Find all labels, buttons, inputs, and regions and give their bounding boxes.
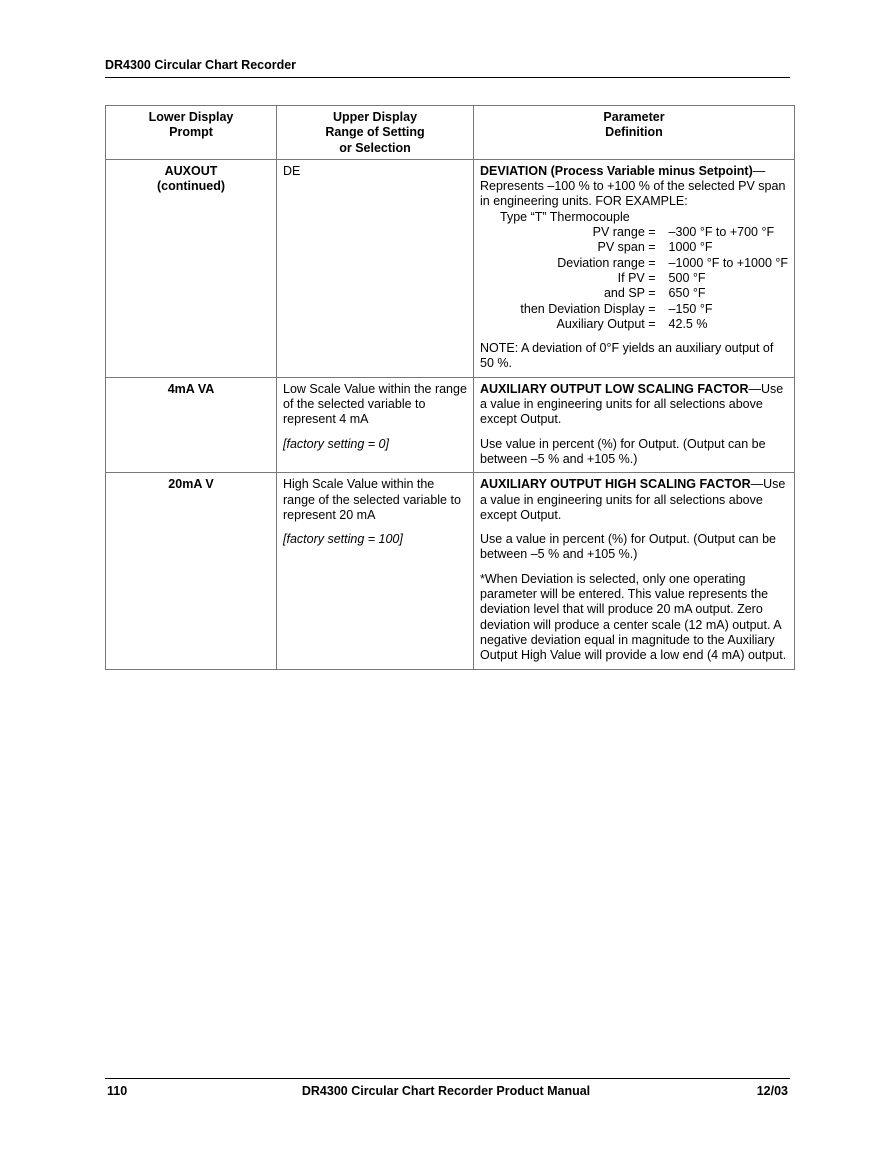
definition-title-line: [480, 164, 788, 179]
range-text: High Scale Value within the range of the selected variable to represent 20 mA: [283, 477, 461, 522]
definition-text: —Use a value in engineering units for all selections above except Output.: [480, 477, 786, 522]
col-header-line: or Selection: [339, 140, 411, 155]
definition-paragraph: *When Deviation is selected, only one operating parameter will be entered. This value represents the deviation level that will produce 20 mA output. Zero deviation will produce a center scale (12 mA) output. A negative deviation equal in magnitude to the Auxiliary Output High Value will provide a low end (4 mA) output.: [480, 571, 787, 663]
range-text: Low Scale Value within the range of the selected variable to represent 4 mA: [283, 381, 467, 427]
example-row: [480, 240, 788, 255]
example-value: –150 °F: [668, 301, 713, 316]
example-label: Deviation range =: [557, 255, 656, 270]
prompt-text: 4mA VA: [167, 381, 215, 396]
example-label: Auxiliary Output =: [556, 316, 656, 331]
example-label: and SP =: [603, 286, 656, 301]
col-header-line: Lower Display: [148, 110, 234, 124]
col-header-upper-display-range: [277, 106, 474, 160]
range-cell: [277, 377, 474, 472]
definition-cell: [474, 159, 795, 377]
range-cell: [277, 159, 474, 377]
example-heading: Type “T” Thermocouple: [500, 209, 630, 224]
factory-setting: [factory setting = 0]: [283, 436, 389, 451]
example-label: PV span =: [597, 240, 656, 255]
definition-paragraph: Use value in percent (%) for Output. (Output can be between –5 % and +105 %.): [480, 436, 766, 466]
header-divider: [105, 77, 790, 78]
table-row-4ma-va: [106, 377, 795, 472]
definition-cell: [474, 473, 795, 669]
example-value: 500 °F: [668, 270, 706, 285]
deviation-example-table: [480, 225, 788, 332]
prompt-cell: [106, 377, 277, 472]
table-row-20ma-v: [106, 473, 795, 669]
definition-dash: —: [752, 163, 766, 178]
definition-cell: [474, 377, 795, 472]
col-header-line: Upper Display: [332, 110, 418, 124]
definition-paragraph: Use a value in percent (%) for Output. (Output can be between –5 % and +105 %.): [480, 532, 776, 562]
example-row: [480, 317, 788, 332]
col-header-parameter-definition: [474, 106, 795, 160]
parameter-table: [105, 105, 795, 670]
example-value: 1000 °F: [668, 240, 713, 255]
definition-title: AUXILIARY OUTPUT LOW SCALING FACTOR: [480, 381, 749, 396]
prompt-cell: [106, 159, 277, 377]
example-label: PV range =: [592, 225, 656, 240]
col-header-line: Parameter: [603, 110, 665, 124]
footer-title: DR4300 Circular Chart Recorder Product Manual: [301, 1084, 591, 1098]
definition-title: AUXILIARY OUTPUT HIGH SCALING FACTOR: [480, 477, 751, 492]
prompt-text: AUXOUT: [164, 163, 218, 178]
definition-title: DEVIATION (Process Variable minus Setpoint): [480, 163, 753, 178]
example-value: –300 °F to +700 °F: [668, 225, 775, 240]
col-header-line: Definition: [605, 125, 663, 140]
definition-note: NOTE: A deviation of 0°F yields an auxiliary output of 50 %.: [480, 341, 774, 371]
example-value: –1000 °F to +1000 °F: [668, 255, 788, 270]
range-cell: [277, 473, 474, 669]
example-value: 42.5 %: [668, 316, 708, 331]
col-header-line: Range of Setting: [325, 125, 425, 140]
example-row: [480, 302, 788, 317]
page-number: 110: [107, 1084, 128, 1098]
definition-intro: Represents –100 % to +100 % of the selected PV span in engineering units. FOR EXAMPLE:: [480, 179, 786, 209]
table-header-row: [106, 106, 795, 160]
definition-paragraph: [480, 477, 788, 523]
page-header-title: DR4300 Circular Chart Recorder: [105, 58, 297, 72]
example-label: then Deviation Display =: [520, 301, 656, 316]
footer-divider: [105, 1078, 790, 1079]
example-row: [480, 225, 788, 240]
example-label: If PV =: [617, 270, 656, 285]
prompt-text: 20mA V: [168, 477, 214, 492]
example-value: 650 °F: [668, 286, 706, 301]
example-row: [480, 271, 788, 286]
col-header-line: Prompt: [169, 125, 213, 140]
footer-date: 12/03: [756, 1084, 788, 1098]
prompt-cell: [106, 473, 277, 669]
example-row: [480, 256, 788, 271]
prompt-text: (continued): [156, 179, 226, 194]
factory-setting: [factory setting = 100]: [283, 532, 403, 547]
definition-text: —Use a value in engineering units for all selections above except Output.: [480, 381, 784, 427]
definition-paragraph: [480, 382, 788, 428]
range-text: DE: [283, 163, 301, 178]
col-header-lower-display-prompt: [106, 106, 277, 160]
example-row: [480, 286, 788, 301]
table-row-auxout-deviation: [106, 159, 795, 377]
